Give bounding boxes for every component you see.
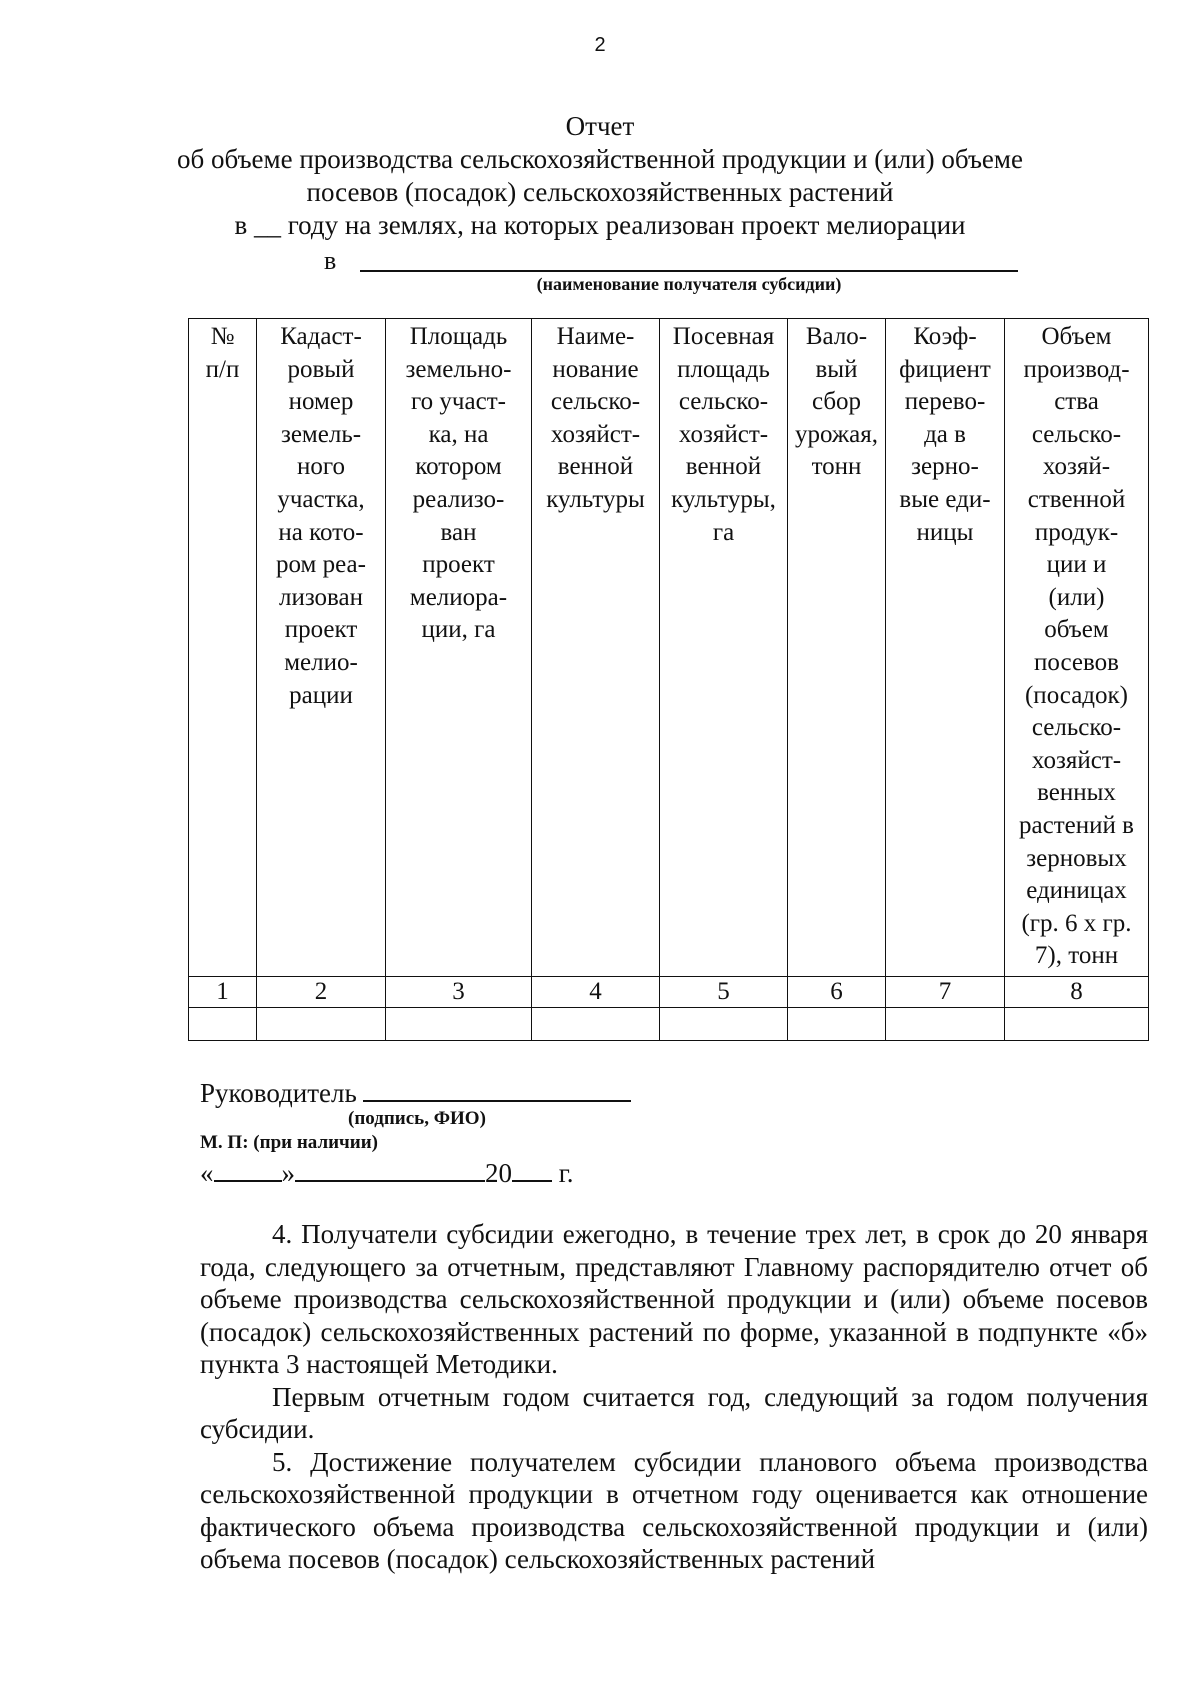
header-line: венной: [685, 453, 762, 481]
header-line: объем: [1044, 616, 1109, 644]
column-number-cell: 8: [1005, 977, 1149, 1008]
table-header-cell: [257, 319, 386, 977]
title-line-2: об объеме производства сельскохозяйственной продукции и (или) объеме: [177, 144, 1023, 174]
header-line: ром реа-: [276, 551, 366, 579]
header-line: сбор: [811, 388, 862, 416]
column-number-cell: 5: [660, 977, 788, 1008]
header-line: лизован: [278, 583, 364, 611]
header-line: ного: [296, 453, 345, 481]
column-number-cell: 7: [886, 977, 1005, 1008]
signature-caption: (подпись, ФИО): [348, 1108, 486, 1129]
date-open-quote: «: [200, 1158, 214, 1188]
header-line: сельско-: [550, 388, 641, 416]
header-line: земельно-: [405, 355, 512, 383]
header-line: посевов: [1034, 648, 1119, 676]
header-line: ства: [1054, 388, 1099, 416]
header-line: реализо-: [412, 485, 505, 513]
title-line-3: посевов (посадок) сельскохозяйственных растений: [306, 177, 894, 207]
header-line: проект: [422, 551, 495, 579]
table-header-row: [189, 319, 1149, 977]
title-line-4: в __ году на землях, на которых реализован проект мелиорации: [234, 210, 966, 240]
recipient-underline: [360, 270, 1018, 272]
paragraph: 4. Получатели субсидии ежегодно, в течение трех лет, в срок до 20 января года, следующего за отчетным, представляют Главному распорядителю отчет об объеме производства сельскохозяйственной продукции и (или) объеме посевов (посадок) сельскохозяйственных растений по форме, указанной в подпункте «б» пункта 3 настоящей Методики.: [200, 1219, 1148, 1379]
column-number-cell: 4: [532, 977, 660, 1008]
header-line: участка,: [277, 485, 365, 513]
table-cell: [386, 1008, 532, 1041]
recipient-prefix: в: [324, 246, 337, 275]
table-header-cell: [386, 319, 532, 977]
header-line: Наиме-: [556, 323, 635, 350]
header-line: сельско-: [1031, 420, 1122, 448]
header-line: ственной: [1027, 485, 1126, 513]
header-line: Объем: [1041, 323, 1112, 350]
header-line: мелиора-: [409, 583, 508, 611]
date-close-quote: »: [281, 1158, 295, 1188]
paragraph: 5. Достижение получателем субсидии планового объема производства сельскохозяйственной продукции в отчетном году оценивается как отношение фактического объема производства сельскохозяйственной продукции и (или) объема посевов (посадок) сельскохозяйственных растений: [200, 1446, 1148, 1574]
header-line: га: [712, 518, 735, 546]
header-line: хозяйст-: [1031, 746, 1122, 774]
header-line: хозяйст-: [550, 420, 641, 448]
header-line: хозяй-: [1042, 453, 1111, 481]
header-line: растений в: [1019, 811, 1134, 839]
column-number-cell: 2: [257, 977, 386, 1008]
header-line: нование: [552, 355, 639, 383]
header-line: ции и: [1046, 551, 1107, 579]
header-line: да в: [924, 420, 966, 448]
table-header-cell: [532, 319, 660, 977]
title-line-1: Отчет: [565, 111, 635, 141]
header-line: урожая,: [795, 420, 878, 448]
header-line: перево-: [904, 388, 986, 416]
header-line: п/п: [205, 355, 240, 383]
header-line: 7), тонн: [1034, 942, 1119, 970]
header-line: зерно-: [911, 453, 979, 481]
table-cell: [788, 1008, 886, 1041]
header-line: проект: [284, 616, 358, 644]
header-line: номер: [288, 388, 354, 416]
table-cell: [257, 1008, 386, 1041]
header-line: культуры: [546, 485, 645, 513]
header-line: сельско-: [678, 388, 769, 416]
body-text: [200, 1218, 1148, 1576]
date-year-suffix: г.: [558, 1158, 574, 1188]
date-month-line: [295, 1180, 485, 1182]
header-line: ровый: [287, 355, 355, 383]
signature-row: [200, 1078, 631, 1109]
header-line: Коэф-: [913, 323, 977, 350]
header-line: вый: [815, 355, 858, 383]
header-line: ницы: [916, 518, 974, 546]
table-cell: [1005, 1008, 1149, 1041]
header-line: Кадаст-: [280, 323, 362, 350]
table-cell: [660, 1008, 788, 1041]
paragraph: Первым отчетным годом считается год, следующий за годом получения субсидии.: [200, 1381, 1148, 1444]
header-line: зерновых: [1026, 844, 1127, 872]
header-line: (гр. 6 х гр.: [1021, 909, 1132, 937]
header-line: культуры,: [671, 485, 776, 513]
table-header-cell: [660, 319, 788, 977]
column-number-cell: 6: [788, 977, 886, 1008]
header-line: производ-: [1023, 355, 1130, 383]
header-line: площадь: [677, 355, 770, 383]
header-line: Вало-: [805, 323, 868, 350]
page-number: 2: [594, 34, 606, 56]
report-table: [188, 318, 1149, 1041]
header-line: рации: [289, 681, 353, 709]
header-line: (или): [1048, 583, 1105, 611]
header-line: тонн: [811, 453, 862, 481]
table-header-cell: [886, 319, 1005, 977]
stamp-note: М. П: (при наличии): [200, 1132, 378, 1153]
header-line: земель-: [280, 420, 362, 448]
header-line: ции, га: [421, 616, 496, 644]
table-cell: [532, 1008, 660, 1041]
header-line: сельско-: [1031, 714, 1122, 742]
header-line: фициент: [899, 355, 991, 383]
header-line: венной: [557, 453, 634, 481]
date-year-prefix: 20: [485, 1158, 512, 1188]
table-row: [189, 1008, 1149, 1041]
header-line: продук-: [1034, 518, 1119, 546]
header-line: мелио-: [284, 648, 358, 676]
report-title: [150, 110, 1050, 242]
header-line: венных: [1037, 779, 1116, 807]
recipient-caption: (наименование получателя субсидии): [536, 274, 842, 294]
header-line: Посевная: [672, 323, 775, 350]
header-line: котором: [415, 453, 502, 481]
table-header-cell: [1005, 319, 1149, 977]
header-line: №: [210, 323, 235, 350]
header-line: го участ-: [411, 388, 506, 416]
header-line: вые еди-: [899, 485, 991, 513]
date-day-line: [214, 1180, 282, 1182]
signature-label: Руководитель: [200, 1078, 357, 1108]
header-line: единицах: [1026, 877, 1127, 905]
table-header-cell: [189, 319, 257, 977]
date-row: [200, 1158, 574, 1189]
header-line: (посадок): [1024, 681, 1128, 709]
header-line: ка, на: [428, 420, 489, 448]
header-line: Площадь: [409, 323, 508, 350]
table-cell: [886, 1008, 1005, 1041]
header-line: на кото-: [278, 518, 364, 546]
column-number-row: [189, 977, 1149, 1008]
date-year-line: [512, 1180, 552, 1182]
table-header-cell: [788, 319, 886, 977]
column-number-cell: 1: [189, 977, 257, 1008]
signature-line: [363, 1100, 631, 1102]
header-line: хозяйст-: [678, 420, 769, 448]
column-number-cell: 3: [386, 977, 532, 1008]
header-line: ван: [440, 518, 477, 546]
table-cell: [189, 1008, 257, 1041]
